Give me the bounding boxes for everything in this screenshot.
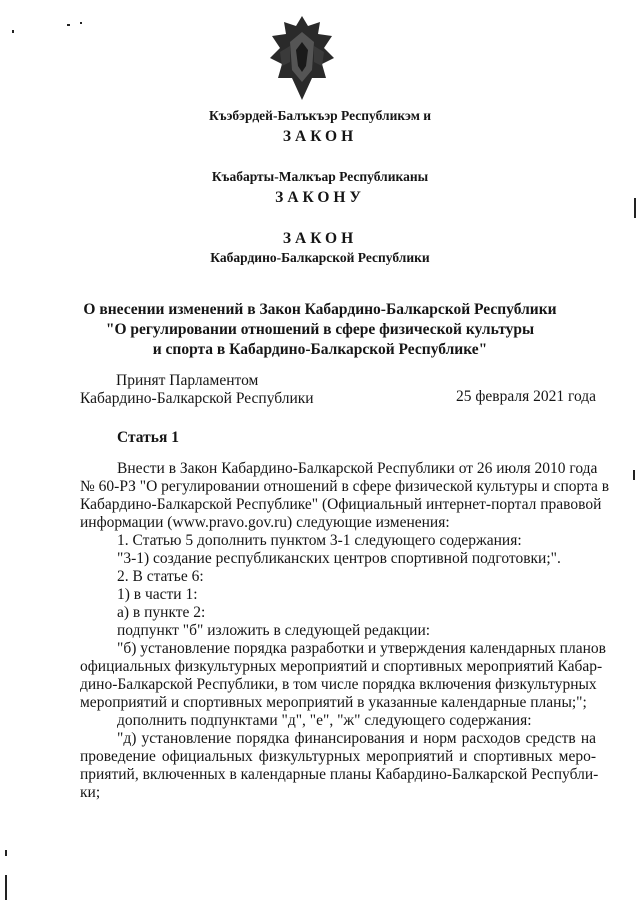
paragraph-line: Внести в Закон Кабардино-Балкарской Республики от 26 июля 2010 года — [117, 460, 598, 477]
adopted-by-label: Принят Парламентом — [116, 372, 259, 389]
list-item: 2. В статье 6: — [117, 568, 204, 585]
adoption-date: 25 февраля 2021 года — [456, 388, 597, 405]
list-item: подпункт "б" изложить в следующей редакции: — [117, 622, 431, 639]
header-law-russian: ЗАКОН — [282, 230, 358, 247]
scan-speck — [12, 30, 14, 33]
scan-speck — [80, 22, 82, 24]
scan-edge-mark — [633, 470, 635, 480]
paragraph-line: приятий, включенных в календарные планы Кабардино-Балкарской Республи- — [80, 766, 599, 783]
law-title-line-2: "О регулировании отношений в сфере физической культуры — [105, 321, 535, 338]
coat-of-arms-emblem — [262, 12, 342, 104]
list-item: 1. Статью 5 дополнить пунктом 3-1 следующего содержания: — [117, 532, 522, 549]
paragraph-line: официальных физкультурных мероприятий и спортивных мероприятий Кабар- — [80, 658, 603, 675]
paragraph-line: "б) установление порядка разработки и утверждения календарных планов — [117, 640, 606, 657]
law-title-line-3: и спорта в Кабардино-Балкарской Республике" — [152, 341, 488, 358]
header-republic-kabardian: Къэбэрдей-Балъкъэр Республикэм и — [208, 108, 432, 123]
law-title-line-1: О внесении изменений в Закон Кабардино-Балкарской Республики — [83, 301, 557, 318]
paragraph-line: дино-Балкарской Республики, в том числе порядка включения физкультурных — [80, 676, 597, 693]
paragraph-line: мероприятий и спортивных мероприятий в указанные календарные планы;"; — [80, 694, 587, 711]
list-item: 1) в части 1: — [117, 586, 198, 603]
article-heading: Статья 1 — [117, 429, 179, 446]
paragraph-line: ки; — [80, 784, 101, 801]
paragraph-line: № 60-РЗ "О регулировании отношений в сфере физической культуры и спорта в — [80, 478, 610, 495]
paragraph-line: "д) установление порядка финансирования и норм расходов средств на — [117, 730, 596, 747]
scan-edge-mark — [5, 875, 7, 900]
list-item: дополнить подпунктами "д", "е", "ж" следующего содержания: — [117, 712, 532, 729]
list-item: а) в пункте 2: — [117, 604, 206, 621]
header-law-balkar: ЗАКОНУ — [275, 189, 365, 206]
scan-speck — [67, 24, 70, 26]
scan-edge-mark — [5, 850, 7, 856]
header-republic-balkar: Къабарты-Малкъар Республиканы — [211, 169, 429, 184]
paragraph-line: проведение официальных физкультурных мероприятий и спортивных меро- — [80, 748, 596, 765]
list-item: "3-1) создание республиканских центров спортивной подготовки;". — [117, 550, 561, 567]
paragraph-line: информации (www.pravo.gov.ru) следующие изменения: — [80, 514, 450, 531]
adopted-by-parliament: Кабардино-Балкарской Республики — [80, 390, 314, 407]
header-law-kabardian: ЗАКОН — [282, 128, 358, 145]
header-republic-russian: Кабардино-Балкарской Республики — [210, 250, 430, 265]
paragraph-line: Кабардино-Балкарской Республике" (Официальный интернет-портал правовой — [80, 496, 602, 513]
